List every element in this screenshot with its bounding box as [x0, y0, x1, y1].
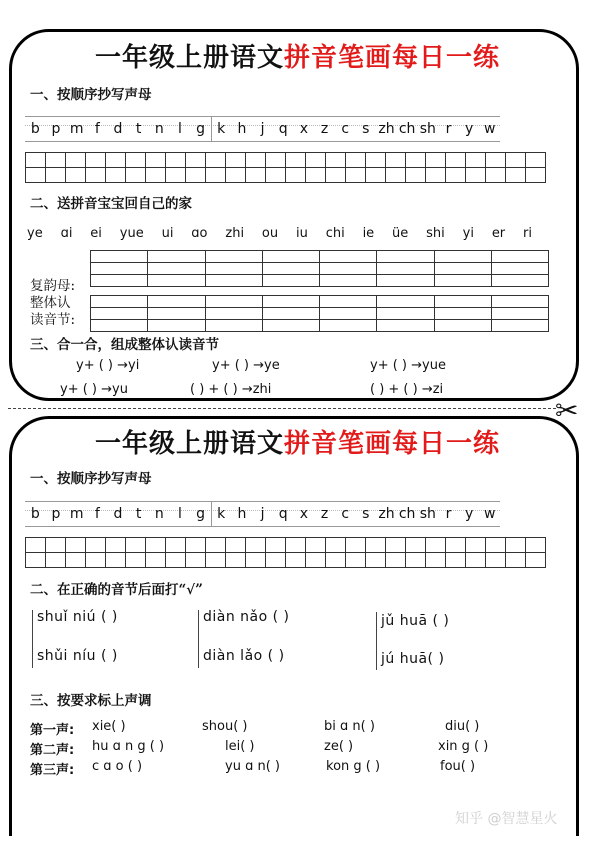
- label-line: 整体认: [30, 295, 71, 311]
- grid-cell[interactable]: [66, 538, 86, 553]
- grid-cell[interactable]: [26, 168, 46, 183]
- grid-cell[interactable]: [326, 168, 346, 183]
- grid-cell[interactable]: [91, 251, 148, 263]
- grid-cell[interactable]: [486, 168, 506, 183]
- grid-cell[interactable]: [86, 538, 106, 553]
- grid-cell[interactable]: [406, 538, 426, 553]
- tone-item: fou( ): [440, 759, 476, 774]
- copy-grid[interactable]: [25, 537, 546, 568]
- grid-cell[interactable]: [320, 275, 377, 287]
- initial-letter: y: [464, 506, 474, 522]
- syllable: ei: [90, 226, 102, 241]
- choice-option[interactable]: diàn nǎo ( ): [203, 609, 290, 625]
- grid-cell[interactable]: [466, 153, 486, 168]
- grid-cell[interactable]: [146, 168, 166, 183]
- grid-cell[interactable]: [386, 538, 406, 553]
- grid-cell[interactable]: [66, 553, 86, 568]
- grid-cell[interactable]: [506, 553, 526, 568]
- grid-cell[interactable]: [263, 251, 320, 263]
- initial-letter: s: [362, 121, 370, 137]
- initial-letter: g: [196, 121, 206, 137]
- choice-bracket: [376, 612, 377, 670]
- cut-line: [8, 408, 556, 409]
- initial-letter: l: [177, 506, 182, 522]
- tone-label: 第二声:: [30, 743, 75, 758]
- grid-cell[interactable]: [206, 308, 263, 320]
- grid-cell[interactable]: [466, 168, 486, 183]
- grid-cell[interactable]: [148, 308, 205, 320]
- tone-item: xin g ( ): [438, 739, 489, 754]
- initial-letter: m: [69, 121, 84, 137]
- grid-cell[interactable]: [263, 296, 320, 308]
- grid-cell[interactable]: [306, 153, 326, 168]
- syllable: shi: [426, 226, 445, 241]
- answer-grid-whole-syllables[interactable]: [90, 295, 549, 332]
- grid-cell[interactable]: [506, 168, 526, 183]
- initial-letter: d: [113, 506, 123, 522]
- grid-cell[interactable]: [146, 153, 166, 168]
- grid-cell[interactable]: [492, 320, 549, 332]
- tone-item: ze( ): [324, 739, 354, 754]
- syllable: ɑo: [191, 226, 208, 241]
- grid-cell[interactable]: [306, 553, 326, 568]
- initial-letter: q: [278, 121, 288, 137]
- grid-cell[interactable]: [148, 320, 205, 332]
- grid-cell[interactable]: [406, 553, 426, 568]
- grid-cell[interactable]: [426, 153, 446, 168]
- grid-cell[interactable]: [406, 153, 426, 168]
- grid-cell[interactable]: [148, 296, 205, 308]
- combine-item: ( ) + ( ) →zhi: [190, 382, 272, 397]
- grid-cell[interactable]: [446, 538, 466, 553]
- grid-cell[interactable]: [266, 538, 286, 553]
- initial-letter: zh: [378, 506, 395, 522]
- grid-cell[interactable]: [91, 308, 148, 320]
- tone-label: 第一声:: [30, 723, 75, 738]
- grid-cell[interactable]: [126, 538, 146, 553]
- grid-cell[interactable]: [326, 538, 346, 553]
- grid-cell[interactable]: [506, 153, 526, 168]
- syllable: üe: [392, 226, 409, 241]
- grid-cell[interactable]: [466, 538, 486, 553]
- grid-cell[interactable]: [206, 251, 263, 263]
- grid-cell[interactable]: [377, 308, 434, 320]
- initial-letter: x: [299, 506, 308, 522]
- grid-cell[interactable]: [435, 263, 492, 275]
- combine-item: y+ ( ) →yu: [60, 382, 128, 397]
- grid-cell[interactable]: [26, 153, 46, 168]
- grid-cell[interactable]: [320, 320, 377, 332]
- grid-cell[interactable]: [91, 263, 148, 275]
- grid-cell[interactable]: [286, 168, 306, 183]
- grid-cell[interactable]: [46, 553, 66, 568]
- grid-cell[interactable]: [166, 538, 186, 553]
- grid-cell[interactable]: [492, 275, 549, 287]
- initials-row: [25, 501, 500, 527]
- initial-letter: g: [196, 506, 206, 522]
- initial-letter: zh: [378, 121, 395, 137]
- initial-letter: k: [217, 506, 226, 522]
- grid-cell[interactable]: [486, 153, 506, 168]
- tone-item: yu ɑ n( ): [225, 759, 280, 774]
- choice-option[interactable]: diàn lǎo ( ): [203, 648, 285, 664]
- grid-cell[interactable]: [346, 538, 366, 553]
- section-heading: 二、送拼音宝宝回自己的家: [30, 196, 192, 212]
- grid-cell[interactable]: [266, 553, 286, 568]
- grid-cell[interactable]: [86, 553, 106, 568]
- grid-cell[interactable]: [492, 251, 549, 263]
- initial-letter: ch: [398, 121, 416, 137]
- grid-cell[interactable]: [126, 153, 146, 168]
- tone-item: shou( ): [202, 719, 248, 734]
- syllable: chi: [325, 226, 345, 241]
- choice-bracket: [32, 610, 33, 668]
- section-heading: 二、在正确的音节后面打“√”: [30, 582, 203, 598]
- tone-item: hu ɑ n g ( ): [92, 739, 165, 754]
- title-black-part: 一年级上册语文: [94, 43, 284, 73]
- grid-cell[interactable]: [206, 553, 226, 568]
- grid-cell[interactable]: [446, 553, 466, 568]
- grid-cell[interactable]: [186, 153, 206, 168]
- grid-cell[interactable]: [386, 168, 406, 183]
- grid-cell[interactable]: [377, 320, 434, 332]
- grid-cell[interactable]: [446, 168, 466, 183]
- syllable: ri: [523, 226, 532, 241]
- syllable: ɑi: [60, 226, 73, 241]
- initial-letter: d: [113, 121, 123, 137]
- grid-cell[interactable]: [366, 168, 386, 183]
- page-title-top: [0, 37, 595, 74]
- initial-letter: q: [278, 506, 288, 522]
- page-title-bottom: [0, 423, 595, 460]
- grid-cell[interactable]: [86, 168, 106, 183]
- grid-cell[interactable]: [492, 308, 549, 320]
- grid-cell[interactable]: [320, 251, 377, 263]
- title-red-part: 拼音笔画每日一练: [284, 429, 501, 459]
- grid-cell[interactable]: [146, 553, 166, 568]
- choice-bracket: [198, 610, 199, 668]
- initial-letter: t: [135, 121, 142, 137]
- grid-cell[interactable]: [226, 538, 246, 553]
- grid-cell[interactable]: [320, 296, 377, 308]
- grid-cell[interactable]: [246, 538, 266, 553]
- tone-label: 第三声:: [30, 763, 75, 778]
- grid-cell[interactable]: [226, 153, 246, 168]
- tone-item: c ɑ o ( ): [92, 759, 143, 774]
- initial-letter: l: [177, 121, 182, 137]
- grid-cell[interactable]: [246, 553, 266, 568]
- initial-letter: s: [362, 506, 370, 522]
- choice-option[interactable]: jú huā( ): [381, 651, 445, 667]
- combine-item: y+ ( ) →yi: [76, 358, 140, 373]
- grid-cell[interactable]: [366, 553, 386, 568]
- initial-letter: p: [51, 121, 61, 137]
- initial-letter: z: [320, 121, 329, 137]
- grid-cell[interactable]: [26, 553, 46, 568]
- grid-cell[interactable]: [148, 263, 205, 275]
- title-black-part: 一年级上册语文: [94, 429, 284, 459]
- grid-cell[interactable]: [263, 263, 320, 275]
- grid-cell[interactable]: [91, 275, 148, 287]
- grid-cell[interactable]: [526, 553, 546, 568]
- grid-cell[interactable]: [366, 538, 386, 553]
- grid-cell[interactable]: [46, 538, 66, 553]
- grid-cell[interactable]: [435, 296, 492, 308]
- grid-cell[interactable]: [386, 153, 406, 168]
- grid-cell[interactable]: [346, 153, 366, 168]
- tone-item: bi ɑ n( ): [324, 719, 375, 734]
- section-heading: 一、按顺序抄写声母: [30, 87, 152, 103]
- grid-cell[interactable]: [246, 153, 266, 168]
- grid-cell[interactable]: [406, 168, 426, 183]
- initial-letter: j: [260, 121, 265, 137]
- grid-cell[interactable]: [386, 553, 406, 568]
- label-compound-finals: 复韵母:: [30, 278, 76, 294]
- grid-cell[interactable]: [226, 168, 246, 183]
- grid-cell[interactable]: [126, 553, 146, 568]
- initials-row: [25, 116, 500, 142]
- grid-cell[interactable]: [526, 168, 546, 183]
- grid-cell[interactable]: [206, 538, 226, 553]
- combine-item: ( ) + ( ) →zi: [370, 382, 444, 397]
- grid-cell[interactable]: [226, 553, 246, 568]
- grid-cell[interactable]: [206, 263, 263, 275]
- grid-cell[interactable]: [263, 275, 320, 287]
- grid-cell[interactable]: [186, 538, 206, 553]
- initial-letter: r: [445, 121, 452, 137]
- grid-cell[interactable]: [377, 263, 434, 275]
- syllable: ye: [27, 226, 43, 241]
- grid-cell[interactable]: [435, 251, 492, 263]
- watermark: 知乎 @智慧星火: [455, 811, 558, 827]
- grid-cell[interactable]: [426, 553, 446, 568]
- grid-cell[interactable]: [166, 553, 186, 568]
- initial-letter: k: [217, 121, 226, 137]
- grid-cell[interactable]: [91, 296, 148, 308]
- grid-cell[interactable]: [377, 251, 434, 263]
- grid-cell[interactable]: [435, 320, 492, 332]
- choice-option[interactable]: jǔ huā ( ): [381, 613, 450, 629]
- grid-cell[interactable]: [435, 275, 492, 287]
- grid-cell[interactable]: [186, 553, 206, 568]
- grid-cell[interactable]: [446, 153, 466, 168]
- grid-cell[interactable]: [492, 296, 549, 308]
- syllable: ou: [261, 226, 279, 241]
- initial-letter: n: [154, 121, 164, 137]
- title-red-part: 拼音笔画每日一练: [284, 43, 501, 73]
- initial-letter: ch: [398, 506, 416, 522]
- initial-letter: c: [341, 121, 350, 137]
- grid-cell[interactable]: [106, 168, 126, 183]
- grid-cell[interactable]: [86, 153, 106, 168]
- grid-cell[interactable]: [526, 538, 546, 553]
- grid-cell[interactable]: [366, 153, 386, 168]
- initial-letter: b: [30, 506, 40, 522]
- initial-letter: w: [484, 506, 496, 522]
- choice-option[interactable]: shuǐ niú ( ): [37, 609, 118, 625]
- initial-letter: z: [320, 506, 329, 522]
- syllable: yue: [119, 226, 144, 241]
- grid-cell[interactable]: [206, 320, 263, 332]
- grid-cell[interactable]: [146, 538, 166, 553]
- grid-cell[interactable]: [266, 153, 286, 168]
- initial-letter: n: [154, 506, 164, 522]
- syllable: er: [491, 226, 506, 241]
- grid-cell[interactable]: [326, 153, 346, 168]
- grid-cell[interactable]: [377, 275, 434, 287]
- grid-cell[interactable]: [148, 275, 205, 287]
- initial-letter: h: [237, 506, 247, 522]
- grid-cell[interactable]: [106, 553, 126, 568]
- grid-cell[interactable]: [346, 553, 366, 568]
- section-heading: 三、按要求标上声调: [30, 693, 152, 709]
- grid-cell[interactable]: [320, 308, 377, 320]
- initial-letter: f: [94, 506, 100, 522]
- tone-item: diu( ): [445, 719, 480, 734]
- grid-cell[interactable]: [263, 320, 320, 332]
- grid-cell[interactable]: [66, 153, 86, 168]
- grid-cell[interactable]: [126, 168, 146, 183]
- grid-cell[interactable]: [426, 538, 446, 553]
- section-heading: 一、按顺序抄写声母: [30, 471, 152, 487]
- grid-cell[interactable]: [266, 168, 286, 183]
- initial-letter: t: [135, 506, 142, 522]
- initial-letter: x: [299, 121, 308, 137]
- grid-cell[interactable]: [46, 153, 66, 168]
- grid-cell[interactable]: [526, 153, 546, 168]
- grid-cell[interactable]: [320, 263, 377, 275]
- initial-letter: sh: [419, 121, 436, 137]
- scissors-icon: ✂: [555, 394, 579, 427]
- initial-letter: h: [237, 121, 247, 137]
- grid-cell[interactable]: [91, 320, 148, 332]
- initial-letter: m: [69, 506, 84, 522]
- grid-cell[interactable]: [466, 553, 486, 568]
- label-whole-syllables: [30, 295, 75, 329]
- initial-letter: r: [445, 506, 452, 522]
- grid-cell[interactable]: [206, 296, 263, 308]
- grid-cell[interactable]: [106, 153, 126, 168]
- syllable: iu: [295, 226, 308, 241]
- grid-cell[interactable]: [166, 168, 186, 183]
- grid-cell[interactable]: [346, 168, 366, 183]
- label-line: 读音节:: [30, 312, 76, 328]
- grid-cell[interactable]: [486, 553, 506, 568]
- grid-cell[interactable]: [486, 538, 506, 553]
- grid-cell[interactable]: [148, 251, 205, 263]
- initial-letter: y: [464, 121, 474, 137]
- grid-cell[interactable]: [306, 168, 326, 183]
- copy-grid[interactable]: [25, 152, 546, 183]
- syllable: ie: [362, 226, 375, 241]
- choice-option[interactable]: shǔi níu ( ): [37, 648, 118, 664]
- grid-cell[interactable]: [206, 153, 226, 168]
- answer-grid-compound-finals[interactable]: [90, 250, 549, 287]
- syllable-row: [27, 226, 532, 241]
- syllable: yi: [462, 226, 474, 241]
- grid-cell[interactable]: [206, 275, 263, 287]
- initial-letter: c: [341, 506, 350, 522]
- initial-letter: p: [51, 506, 61, 522]
- syllable: zhi: [225, 226, 245, 241]
- grid-cell[interactable]: [263, 308, 320, 320]
- grid-cell[interactable]: [506, 538, 526, 553]
- grid-cell[interactable]: [286, 153, 306, 168]
- grid-cell[interactable]: [326, 553, 346, 568]
- grid-cell[interactable]: [306, 538, 326, 553]
- grid-cell[interactable]: [246, 168, 266, 183]
- grid-cell[interactable]: [492, 263, 549, 275]
- grid-cell[interactable]: [286, 553, 306, 568]
- section-heading: 三、合一合，组成整体认读音节: [30, 337, 219, 353]
- tone-item: lei( ): [225, 739, 255, 754]
- grid-cell[interactable]: [26, 538, 46, 553]
- combine-item: y+ ( ) →ye: [212, 358, 280, 373]
- grid-cell[interactable]: [286, 538, 306, 553]
- combine-item: y+ ( ) →yue: [370, 358, 446, 373]
- grid-cell[interactable]: [377, 296, 434, 308]
- grid-cell[interactable]: [106, 538, 126, 553]
- grid-cell[interactable]: [206, 168, 226, 183]
- grid-cell[interactable]: [435, 308, 492, 320]
- initial-letter: w: [484, 121, 496, 137]
- grid-cell[interactable]: [166, 153, 186, 168]
- grid-cell[interactable]: [426, 168, 446, 183]
- initial-letter: f: [94, 121, 100, 137]
- initial-letter: j: [260, 506, 265, 522]
- syllable: ui: [161, 226, 174, 241]
- grid-cell[interactable]: [46, 168, 66, 183]
- grid-cell[interactable]: [186, 168, 206, 183]
- tone-item: xie( ): [92, 719, 126, 734]
- grid-cell[interactable]: [66, 168, 86, 183]
- tone-item: kon g ( ): [326, 759, 381, 774]
- initial-letter: sh: [419, 506, 436, 522]
- initial-letter: b: [30, 121, 40, 137]
